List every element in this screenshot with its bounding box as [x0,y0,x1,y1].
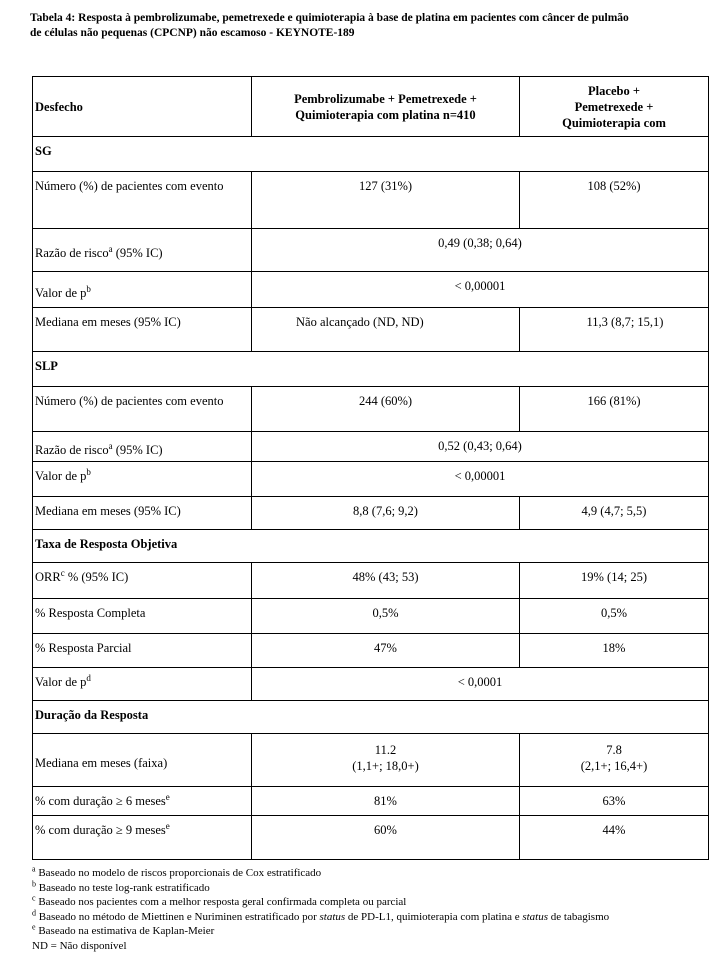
header-row [33,77,709,137]
table-caption [30,11,702,41]
cell-value: 127 (31%) [252,172,520,229]
row-label [33,272,252,308]
row-label [33,816,252,860]
footnote-text: Baseado no teste log-rank estratificado [36,881,210,894]
table-row [33,308,709,352]
footnote-mark: d [32,907,36,917]
footnote-ref: e [165,791,170,802]
table-row [33,172,709,229]
table-row [33,599,709,634]
cell-value: < 0,0001 [252,668,709,701]
cell-value: 108 (52%) [520,172,709,229]
table-row [33,272,709,308]
table-row [33,787,709,816]
section-title-dor: Duração da Resposta [33,701,709,734]
label-ci: (95% IC) [112,443,163,457]
row-label: Mediana em meses (95% IC) [33,308,252,352]
results-table [32,76,709,860]
footnote-text: Baseado nos pacientes com a melhor resposta geral confirmada completa ou parcial [35,896,407,908]
row-label [33,432,252,462]
cell-value: 0,5% [520,599,709,634]
cell-value: 19% (14; 25) [520,563,709,599]
label-text: Valor de p [35,675,87,689]
cell-value: 0,5% [252,599,520,634]
cell-line: 7.8 [606,743,622,757]
row-label [33,787,252,816]
row-label: Número (%) de pacientes com evento [33,387,252,432]
section-row-slp [33,352,709,387]
row-label: Mediana em meses (faixa) [33,734,252,787]
cell-value: 4,9 (4,7; 5,5) [520,497,709,530]
header-col2-line2: Quimioterapia com platina n=410 [295,107,476,122]
label-text: Valor de p [35,285,87,300]
cell-value: < 0,00001 [252,272,709,308]
section-row-sg [33,137,709,172]
row-label: Número (%) de pacientes com evento [33,172,252,229]
row-label [33,563,252,599]
cell-value: 44% [520,816,709,860]
caption-line-1: Tabela 4: Resposta à pembrolizumabe, pemetrexede e quimioterapia à base de platina em pacientes com câncer de pulmão [30,12,629,24]
cell-value: 166 (81%) [520,387,709,432]
section-title-sg: SG [33,137,709,172]
cell-value: 11,3 (8,7; 15,1) [520,308,709,352]
footnote-text: de tabagismo [548,910,610,923]
footnote-text: de PD-L1, quimioterapia com platina e [345,910,523,923]
header-col3-line2: Pemetrexede + [574,99,654,114]
header-col3-line3: Quimioterapia com [562,115,666,130]
footnote-text: Baseado no modelo de riscos proporcionais de Cox estratificado [35,867,322,879]
cell-value: 244 (60%) [252,387,520,432]
table-row [33,229,709,272]
footnotes [32,866,708,953]
footnote-ref: a [108,243,113,254]
cell-value: 0,52 (0,43; 0,64) [252,432,709,462]
footnote-mark: b [32,878,36,888]
label-text: ORR [35,570,61,584]
label-text: Valor de p [35,469,87,483]
footnote-c [32,895,708,910]
footnote-d [32,907,708,925]
table-row [33,816,709,860]
cell-value: 48% (43; 53) [252,563,520,599]
label-text: % com duração ≥ 6 meses [35,794,166,808]
footnote-ref: b [86,466,91,477]
footnote-italic: status [319,910,346,923]
footnote-e [32,924,708,939]
table-row [33,668,709,701]
footnote-b [32,878,708,896]
table-row [33,387,709,432]
label-ci: % (95% IC) [64,570,129,584]
cell-line: (2,1+; 16,4+) [580,759,648,773]
label-text: Razão de risco [35,443,109,457]
cell-value: 81% [252,787,520,816]
table-row [33,462,709,497]
table-row [33,734,709,787]
footnote-text: Baseado no método de Miettinen e Nuriminen estratificado por [36,910,320,923]
cell-value [252,734,520,787]
footnote-mark: c [32,893,36,903]
header-col3-line1: Placebo + [588,83,640,98]
cell-line: (1,1+; 18,0+) [352,759,419,773]
cell-value [520,734,709,787]
header-pembrolizumabe [252,77,520,137]
section-title-slp: SLP [33,352,709,387]
section-row-orr [33,530,709,563]
cell-value: 8,8 (7,6; 9,2) [252,497,520,530]
cell-value: Não alcançado (ND, ND) [252,308,520,352]
cell-value: 18% [520,634,709,668]
footnote-a [32,866,708,881]
table-row [33,432,709,462]
footnote-ref: a [108,440,113,451]
cell-value: 60% [252,816,520,860]
footnote-mark: e [32,922,36,932]
footnote-ref: d [86,672,91,683]
cell-value: 63% [520,787,709,816]
label-ci: (95% IC) [112,246,163,260]
cell-line: 11.2 [374,743,397,757]
footnote-ref: c [60,567,65,578]
footnote-italic: status [522,910,549,923]
cell-value: < 0,00001 [252,462,709,497]
row-label [33,668,252,701]
footnote-nd: ND = Não disponível [32,939,127,952]
caption-line-2: de células não pequenas (CPCNP) não escamoso - KEYNOTE-189 [30,27,355,39]
row-label: % Resposta Parcial [33,634,252,668]
section-title-orr: Taxa de Resposta Objetiva [33,530,709,563]
table-row [33,497,709,530]
table-row [33,634,709,668]
label-text: Razão de risco [35,246,109,260]
row-label [33,462,252,497]
footnote-text: Baseado na estimativa de Kaplan-Meier [35,925,215,937]
section-row-dor [33,701,709,734]
row-label [33,229,252,272]
footnote-ref: b [86,283,91,294]
table-row [33,563,709,599]
footnote-mark: a [32,864,36,874]
header-col2-line1: Pembrolizumabe + Pemetrexede + [294,91,477,106]
row-label: % Resposta Completa [33,599,252,634]
label-text: % com duração ≥ 9 meses [35,823,166,837]
row-label: Mediana em meses (95% IC) [33,497,252,530]
cell-value: 47% [252,634,520,668]
header-placebo [520,77,709,137]
cell-value: 0,49 (0,38; 0,64) [252,229,709,272]
header-desfecho: Desfecho [33,77,252,137]
footnote-ref: e [165,820,170,831]
